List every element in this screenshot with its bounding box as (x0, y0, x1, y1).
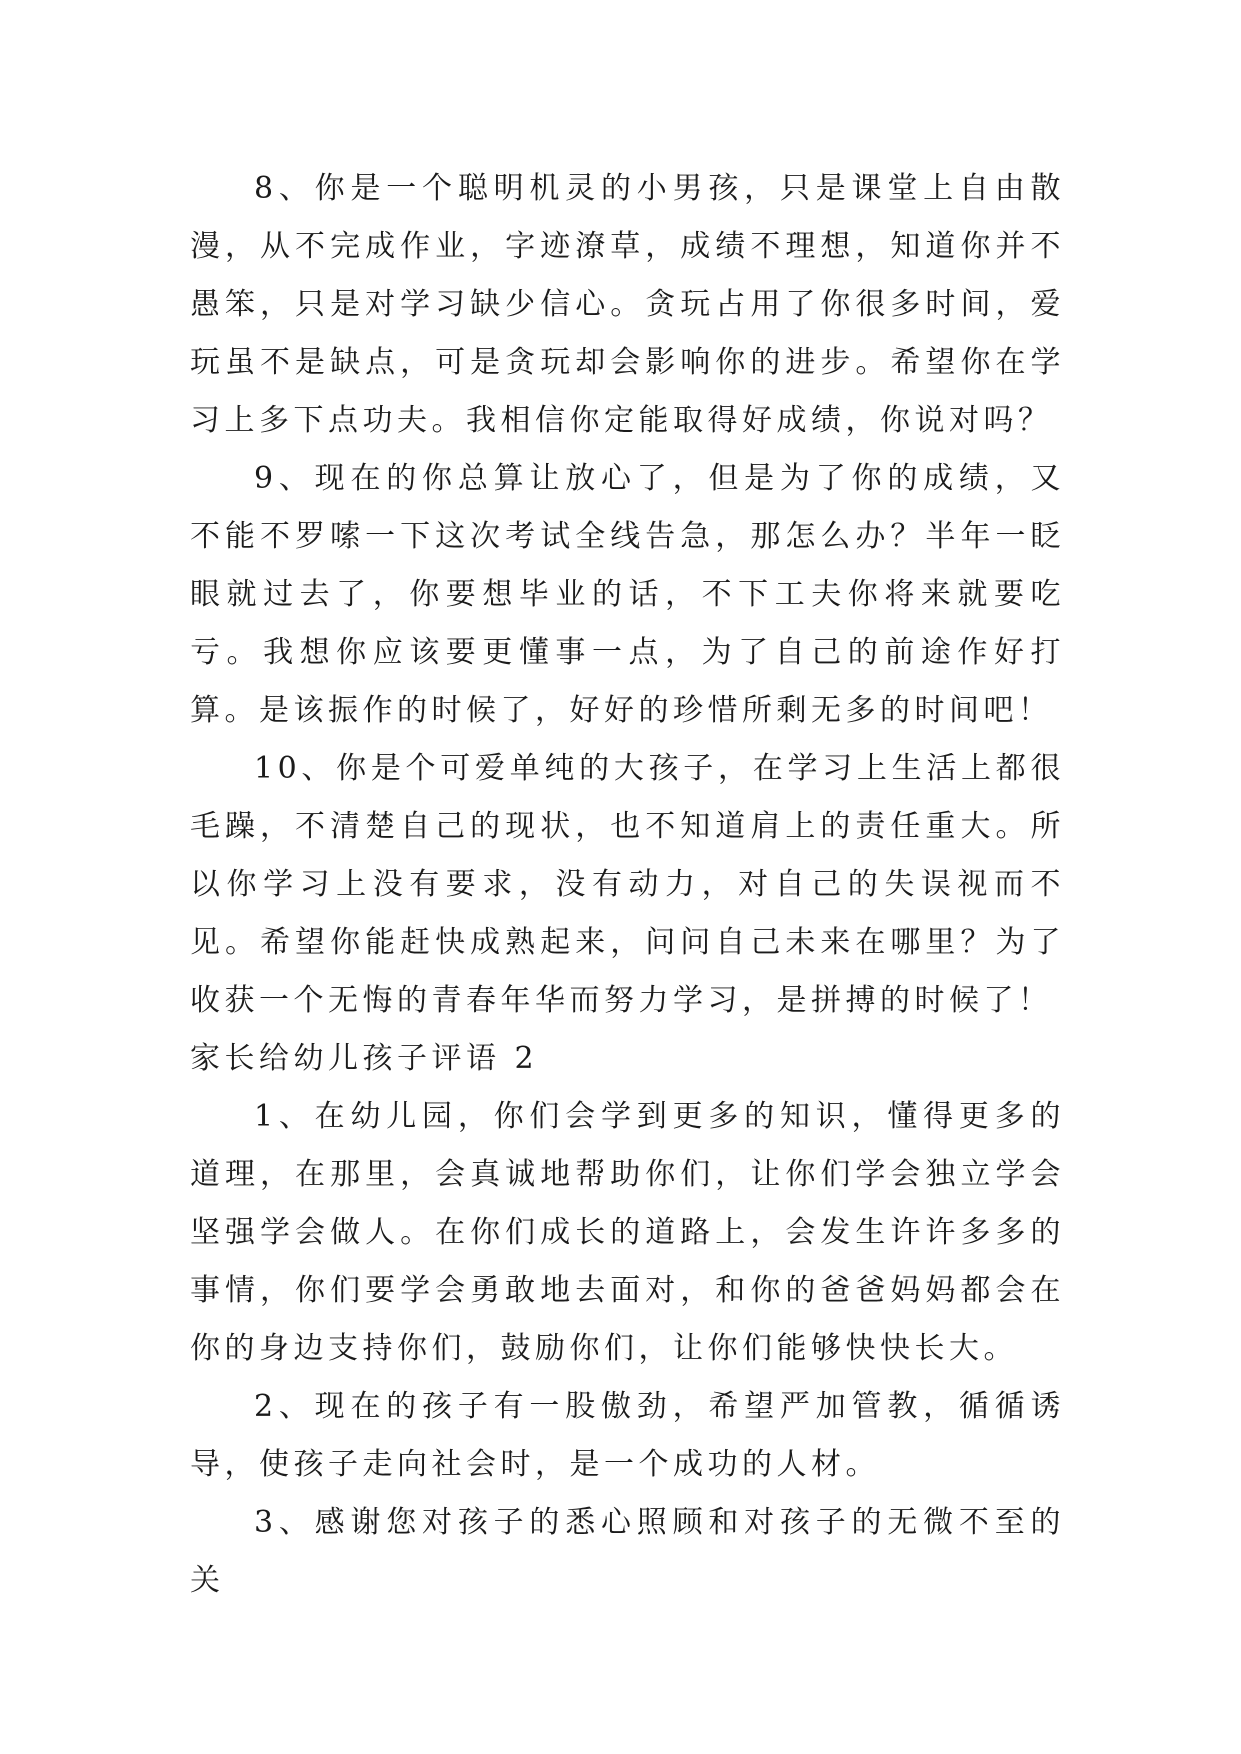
paragraph-comment-1: 1、在幼儿园，你们会学到更多的知识，懂得更多的道理，在那里，会真诚地帮助你们，让你们学会独立学会坚强学会做人。在你们成长的道路上，会发生许许多多的事情，你们要学会勇敢地去面对，和你的爸爸妈妈都会在你的身边支持你们，鼓励你们，让你们能够快快长大。 (190, 1099, 1065, 1366)
paragraph-comment-2: 2、现在的孩子有一股傲劲，希望严加管教，循循诱导，使孩子走向社会时，是一个成功的人材。 (190, 1389, 1065, 1482)
paragraph-comment-10: 10、你是个可爱单纯的大孩子，在学习上生活上都很毛躁，不清楚自己的现状，也不知道肩上的责任重大。所以你学习上没有要求，没有动力，对自己的失误视而不见。希望你能赶快成熟起来，问问自己未来在哪里？为了收获一个无悔的青春年华而努力学习，是拼搏的时候了！ (190, 751, 1065, 1018)
paragraph-comment-8: 8、你是一个聪明机灵的小男孩，只是课堂上自由散漫，从不完成作业，字迹潦草，成绩不理想，知道你并不愚笨，只是对学习缺少信心。贪玩占用了你很多时间，爱玩虽不是缺点，可是贪玩却会影响你的进步。希望你在学习上多下点功夫。我相信你定能取得好成绩，你说对吗？ (190, 171, 1065, 438)
paragraph-comment-3: 3、感谢您对孩子的悉心照顾和对孩子的无微不至的关 (190, 1505, 1065, 1598)
paragraph-comment-9: 9、现在的你总算让放心了，但是为了你的成绩，又不能不罗嗦一下这次考试全线告急，那怎么办？半年一眨眼就过去了，你要想毕业的话，不下工夫你将来就要吃亏。我想你应该要更懂事一点，为了自己的前途作好打算。是该振作的时候了，好好的珍惜所剩无多的时间吧！ (190, 461, 1065, 728)
section-heading: 家长给幼儿孩子评语 2 (190, 1041, 539, 1076)
